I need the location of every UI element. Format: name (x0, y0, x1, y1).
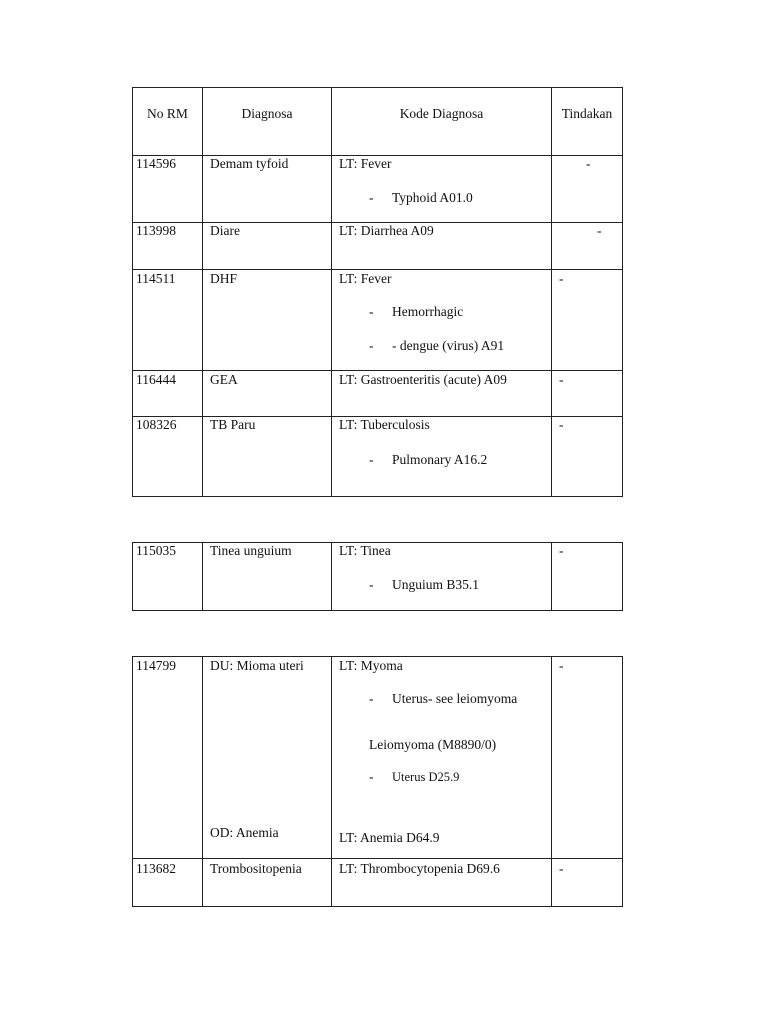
no-rm-cell: 114799 (136, 658, 176, 673)
kode-line: Uterus D25.9 (392, 770, 460, 784)
header-diagnosa: Diagnosa (241, 106, 293, 121)
tindakan-cell: - (559, 658, 564, 673)
kode-line: LT: Anemia D64.9 (339, 830, 440, 845)
table-row (133, 543, 622, 610)
kode-line: LT: Tuberculosis (339, 417, 430, 432)
kode-line: LT: Fever (339, 271, 392, 286)
table-row (133, 657, 622, 858)
diagnosa-cell: DHF (210, 271, 238, 286)
no-rm-cell: 114511 (136, 271, 176, 286)
kode-line: Pulmonary A16.2 (392, 452, 488, 467)
table-row (133, 155, 622, 222)
no-rm-cell: 114596 (136, 156, 176, 171)
list-dash: - (369, 577, 374, 592)
diagnosa-cell: Diare (210, 223, 240, 238)
list-dash: - (369, 304, 374, 319)
no-rm-cell: 108326 (136, 417, 177, 432)
table-row (133, 370, 622, 416)
diagnosa-cell: DU: Mioma uteri (210, 658, 304, 673)
kode-line: LT: Diarrhea A09 (339, 223, 434, 238)
table-header-row (133, 88, 622, 155)
table-row (133, 416, 622, 496)
tindakan-cell: - (559, 271, 564, 286)
tindakan-cell: - (559, 543, 564, 558)
list-dash: - (369, 338, 374, 353)
diagnosis-table-2 (132, 542, 623, 611)
kode-line: LT: Thrombocytopenia D69.6 (339, 861, 500, 876)
no-rm-cell: 115035 (136, 543, 176, 558)
diagnosa-cell: GEA (210, 372, 238, 387)
diagnosis-table-3 (132, 656, 623, 907)
table-row (133, 269, 622, 370)
kode-line: Hemorrhagic (392, 304, 464, 319)
kode-line: Typhoid A01.0 (392, 190, 473, 205)
list-dash: - (369, 452, 374, 467)
diagnosa-cell: Demam tyfoid (210, 156, 289, 171)
kode-line: Unguium B35.1 (392, 577, 480, 592)
tindakan-cell: - (559, 417, 564, 432)
kode-line: LT: Myoma (339, 658, 403, 673)
kode-line: LT: Gastroenteritis (acute) A09 (339, 372, 507, 387)
table-row (133, 858, 622, 906)
kode-line: LT: Fever (339, 156, 392, 171)
no-rm-cell: 116444 (136, 372, 176, 387)
diagnosa-cell: TB Paru (210, 417, 256, 432)
kode-line: LT: Tinea (339, 543, 391, 558)
diagnosis-table-1 (132, 87, 623, 497)
list-dash: - (369, 691, 374, 706)
tindakan-cell: - (559, 861, 564, 876)
no-rm-cell: 113998 (136, 223, 176, 238)
header-kode-diagnosa: Kode Diagnosa (399, 106, 484, 121)
list-dash: - (369, 190, 374, 205)
tindakan-cell: - (597, 223, 602, 238)
diagnosa-secondary-cell: OD: Anemia (210, 825, 279, 840)
list-dash: - (369, 769, 374, 784)
header-no-rm: No RM (147, 106, 188, 121)
tindakan-cell: - (559, 372, 564, 387)
tindakan-cell: - (586, 156, 591, 171)
diagnosa-cell: Tinea unguium (210, 543, 292, 558)
table-row (133, 222, 622, 269)
kode-line: - dengue (virus) A91 (392, 338, 505, 353)
no-rm-cell: 113682 (136, 861, 176, 876)
kode-line: Leiomyoma (M8890/0) (369, 737, 497, 752)
header-tindakan: Tindakan (561, 106, 613, 121)
kode-line: Uterus- see leiomyoma (392, 691, 518, 706)
diagnosa-cell: Trombositopenia (210, 861, 302, 876)
